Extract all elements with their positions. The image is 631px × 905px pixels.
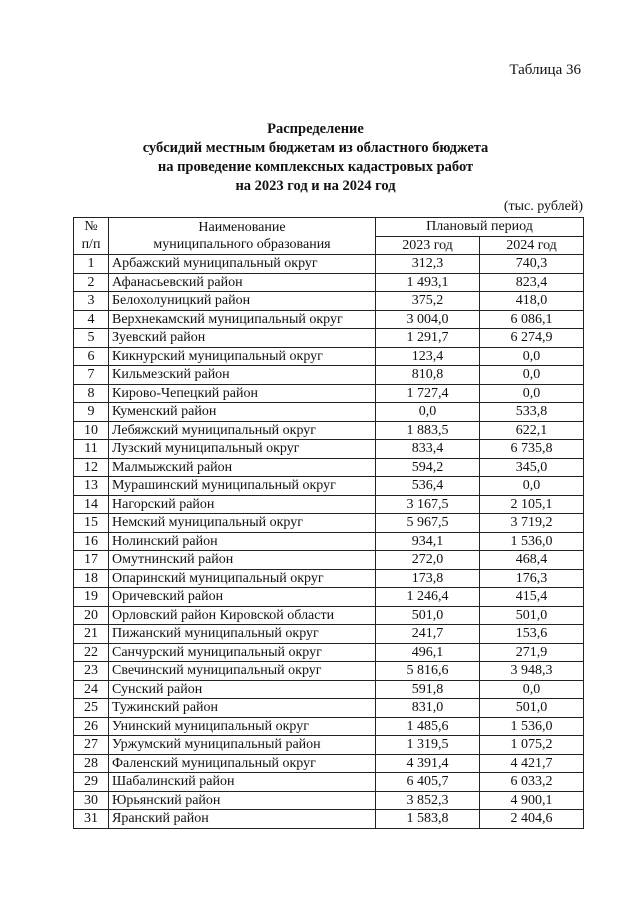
table-row [74, 569, 584, 588]
value-2024-cell: 153,6 [480, 625, 584, 644]
value-2024-cell: 0,0 [480, 680, 584, 699]
municipality-name-cell: Немский муниципальный округ [109, 514, 376, 533]
value-2023-cell: 501,0 [376, 606, 480, 625]
title-line: на проведение комплексных кадастровых работ [157, 159, 474, 175]
row-number-cell: 24 [74, 680, 109, 699]
table-row [74, 773, 584, 792]
municipality-name-cell: Мурашинский муниципальный округ [109, 477, 376, 496]
row-number-cell: 7 [74, 366, 109, 385]
value-2023-cell: 1 883,5 [376, 421, 480, 440]
value-2024-cell: 6 086,1 [480, 310, 584, 329]
header-year-2024: 2024 год [480, 236, 584, 255]
value-2024-cell: 415,4 [480, 588, 584, 607]
municipality-name-cell: Оричевский район [109, 588, 376, 607]
municipality-name-cell: Юрьянский район [109, 791, 376, 810]
row-number-cell: 26 [74, 717, 109, 736]
municipality-name-cell: Верхнекамский муниципальный округ [109, 310, 376, 329]
value-2023-cell: 594,2 [376, 458, 480, 477]
row-number-cell: 8 [74, 384, 109, 403]
table-row [74, 662, 584, 681]
municipality-name-cell: Лузский муниципальный округ [109, 440, 376, 459]
value-2024-cell: 468,4 [480, 551, 584, 570]
table-row [74, 384, 584, 403]
value-2024-cell: 0,0 [480, 366, 584, 385]
row-number-cell: 29 [74, 773, 109, 792]
table-row [74, 458, 584, 477]
value-2023-cell: 3 004,0 [376, 310, 480, 329]
row-number-cell: 10 [74, 421, 109, 440]
table-number: Таблица 36 [509, 62, 581, 78]
header-num-line2: п/п [81, 237, 101, 252]
row-number-cell: 6 [74, 347, 109, 366]
value-2023-cell: 6 405,7 [376, 773, 480, 792]
table-row [74, 273, 584, 292]
value-2024-cell: 1 536,0 [480, 532, 584, 551]
value-2024-cell: 4 900,1 [480, 791, 584, 810]
table-row [74, 477, 584, 496]
table-row [74, 754, 584, 773]
municipality-name-cell: Белохолуницкий район [109, 292, 376, 311]
row-number-cell: 15 [74, 514, 109, 533]
value-2023-cell: 1 291,7 [376, 329, 480, 348]
value-2023-cell: 496,1 [376, 643, 480, 662]
value-2023-cell: 3 167,5 [376, 495, 480, 514]
table-row [74, 255, 584, 274]
municipality-name-cell: Сунский район [109, 680, 376, 699]
municipality-name-cell: Нагорский район [109, 495, 376, 514]
value-2024-cell: 2 404,6 [480, 810, 584, 829]
table-row [74, 366, 584, 385]
row-number-cell: 30 [74, 791, 109, 810]
municipality-name-cell: Пижанский муниципальный округ [109, 625, 376, 644]
value-2024-cell: 501,0 [480, 606, 584, 625]
row-number-cell: 21 [74, 625, 109, 644]
header-year-2023: 2023 год [376, 236, 480, 255]
value-2023-cell: 1 246,4 [376, 588, 480, 607]
table-row [74, 532, 584, 551]
table-row [74, 699, 584, 718]
municipality-name-cell: Уржумский муниципальный район [109, 736, 376, 755]
value-2023-cell: 5 967,5 [376, 514, 480, 533]
title-line: субсидий местным бюджетам из областного бюджета [142, 140, 489, 156]
row-number-cell: 28 [74, 754, 109, 773]
row-number-cell: 11 [74, 440, 109, 459]
row-number-cell: 12 [74, 458, 109, 477]
table-body [74, 255, 584, 829]
value-2023-cell: 241,7 [376, 625, 480, 644]
municipality-name-cell: Малмыжский район [109, 458, 376, 477]
row-number-cell: 16 [74, 532, 109, 551]
value-2023-cell: 4 391,4 [376, 754, 480, 773]
value-2023-cell: 934,1 [376, 532, 480, 551]
table-row [74, 514, 584, 533]
municipality-name-cell: Кильмезский район [109, 366, 376, 385]
row-number-cell: 19 [74, 588, 109, 607]
document-title [0, 120, 631, 196]
header-period: Плановый период [376, 218, 584, 237]
row-number-cell: 31 [74, 810, 109, 829]
value-2024-cell: 3 719,2 [480, 514, 584, 533]
municipality-name-cell: Опаринский муниципальный округ [109, 569, 376, 588]
table-row [74, 736, 584, 755]
value-2023-cell: 3 852,3 [376, 791, 480, 810]
value-2023-cell: 1 493,1 [376, 273, 480, 292]
table-row [74, 551, 584, 570]
table-row [74, 347, 584, 366]
value-2024-cell: 176,3 [480, 569, 584, 588]
value-2024-cell: 533,8 [480, 403, 584, 422]
table-row [74, 717, 584, 736]
value-2024-cell: 3 948,3 [480, 662, 584, 681]
municipality-name-cell: Яранский район [109, 810, 376, 829]
row-number-cell: 9 [74, 403, 109, 422]
table-row [74, 403, 584, 422]
table-row [74, 292, 584, 311]
municipality-name-cell: Лебяжский муниципальный округ [109, 421, 376, 440]
value-2023-cell: 1 727,4 [376, 384, 480, 403]
row-number-cell: 23 [74, 662, 109, 681]
value-2023-cell: 173,8 [376, 569, 480, 588]
value-2024-cell: 740,3 [480, 255, 584, 274]
title-line: на 2023 год и на 2024 год [235, 178, 396, 194]
value-2024-cell: 418,0 [480, 292, 584, 311]
value-2024-cell: 1 075,2 [480, 736, 584, 755]
municipality-name-cell: Омутнинский район [109, 551, 376, 570]
row-number-cell: 4 [74, 310, 109, 329]
header-num-line1: № [84, 219, 98, 234]
value-2024-cell: 0,0 [480, 477, 584, 496]
header-name-line2: муниципального образования [153, 237, 331, 252]
municipality-name-cell: Фаленский муниципальный округ [109, 754, 376, 773]
header-name [109, 218, 376, 255]
row-number-cell: 27 [74, 736, 109, 755]
table-row [74, 440, 584, 459]
municipality-name-cell: Шабалинский район [109, 773, 376, 792]
row-number-cell: 17 [74, 551, 109, 570]
value-2023-cell: 1 485,6 [376, 717, 480, 736]
row-number-cell: 14 [74, 495, 109, 514]
municipality-name-cell: Кирово-Чепецкий район [109, 384, 376, 403]
table-row [74, 421, 584, 440]
value-2024-cell: 622,1 [480, 421, 584, 440]
value-2024-cell: 345,0 [480, 458, 584, 477]
municipality-name-cell: Унинский муниципальный округ [109, 717, 376, 736]
row-number-cell: 1 [74, 255, 109, 274]
table-row [74, 810, 584, 829]
value-2023-cell: 312,3 [376, 255, 480, 274]
row-number-cell: 13 [74, 477, 109, 496]
table-row [74, 643, 584, 662]
value-2023-cell: 536,4 [376, 477, 480, 496]
value-2023-cell: 272,0 [376, 551, 480, 570]
value-2023-cell: 1 319,5 [376, 736, 480, 755]
table-row [74, 588, 584, 607]
municipality-name-cell: Афанасьевский район [109, 273, 376, 292]
row-number-cell: 25 [74, 699, 109, 718]
value-2023-cell: 1 583,8 [376, 810, 480, 829]
row-number-cell: 22 [74, 643, 109, 662]
value-2024-cell: 823,4 [480, 273, 584, 292]
municipality-name-cell: Свечинский муниципальный округ [109, 662, 376, 681]
units-note: (тыс. рублей) [503, 199, 583, 214]
value-2024-cell: 6 274,9 [480, 329, 584, 348]
table-row [74, 625, 584, 644]
value-2023-cell: 0,0 [376, 403, 480, 422]
row-number-cell: 3 [74, 292, 109, 311]
municipality-name-cell: Нолинский район [109, 532, 376, 551]
value-2024-cell: 2 105,1 [480, 495, 584, 514]
municipality-name-cell: Зуевский район [109, 329, 376, 348]
value-2023-cell: 123,4 [376, 347, 480, 366]
value-2023-cell: 831,0 [376, 699, 480, 718]
row-number-cell: 5 [74, 329, 109, 348]
table-row [74, 310, 584, 329]
table-row [74, 791, 584, 810]
row-number-cell: 20 [74, 606, 109, 625]
value-2024-cell: 0,0 [480, 384, 584, 403]
municipality-name-cell: Кикнурский муниципальный округ [109, 347, 376, 366]
value-2023-cell: 591,8 [376, 680, 480, 699]
municipality-name-cell: Орловский район Кировской области [109, 606, 376, 625]
municipality-name-cell: Куменский район [109, 403, 376, 422]
header-num [74, 218, 109, 255]
municipality-name-cell: Санчурский муниципальный округ [109, 643, 376, 662]
title-line: Распределение [267, 121, 364, 137]
value-2024-cell: 6 033,2 [480, 773, 584, 792]
value-2023-cell: 833,4 [376, 440, 480, 459]
municipality-name-cell: Арбажский муниципальный округ [109, 255, 376, 274]
header-name-line1: Наименование [198, 220, 286, 235]
table-row [74, 495, 584, 514]
table-row [74, 680, 584, 699]
value-2024-cell: 6 735,8 [480, 440, 584, 459]
value-2024-cell: 0,0 [480, 347, 584, 366]
value-2024-cell: 501,0 [480, 699, 584, 718]
value-2023-cell: 810,8 [376, 366, 480, 385]
subsidy-table [73, 217, 584, 829]
value-2024-cell: 4 421,7 [480, 754, 584, 773]
table-row [74, 329, 584, 348]
value-2023-cell: 375,2 [376, 292, 480, 311]
value-2024-cell: 1 536,0 [480, 717, 584, 736]
row-number-cell: 2 [74, 273, 109, 292]
value-2024-cell: 271,9 [480, 643, 584, 662]
row-number-cell: 18 [74, 569, 109, 588]
municipality-name-cell: Тужинский район [109, 699, 376, 718]
value-2023-cell: 5 816,6 [376, 662, 480, 681]
table-row [74, 606, 584, 625]
